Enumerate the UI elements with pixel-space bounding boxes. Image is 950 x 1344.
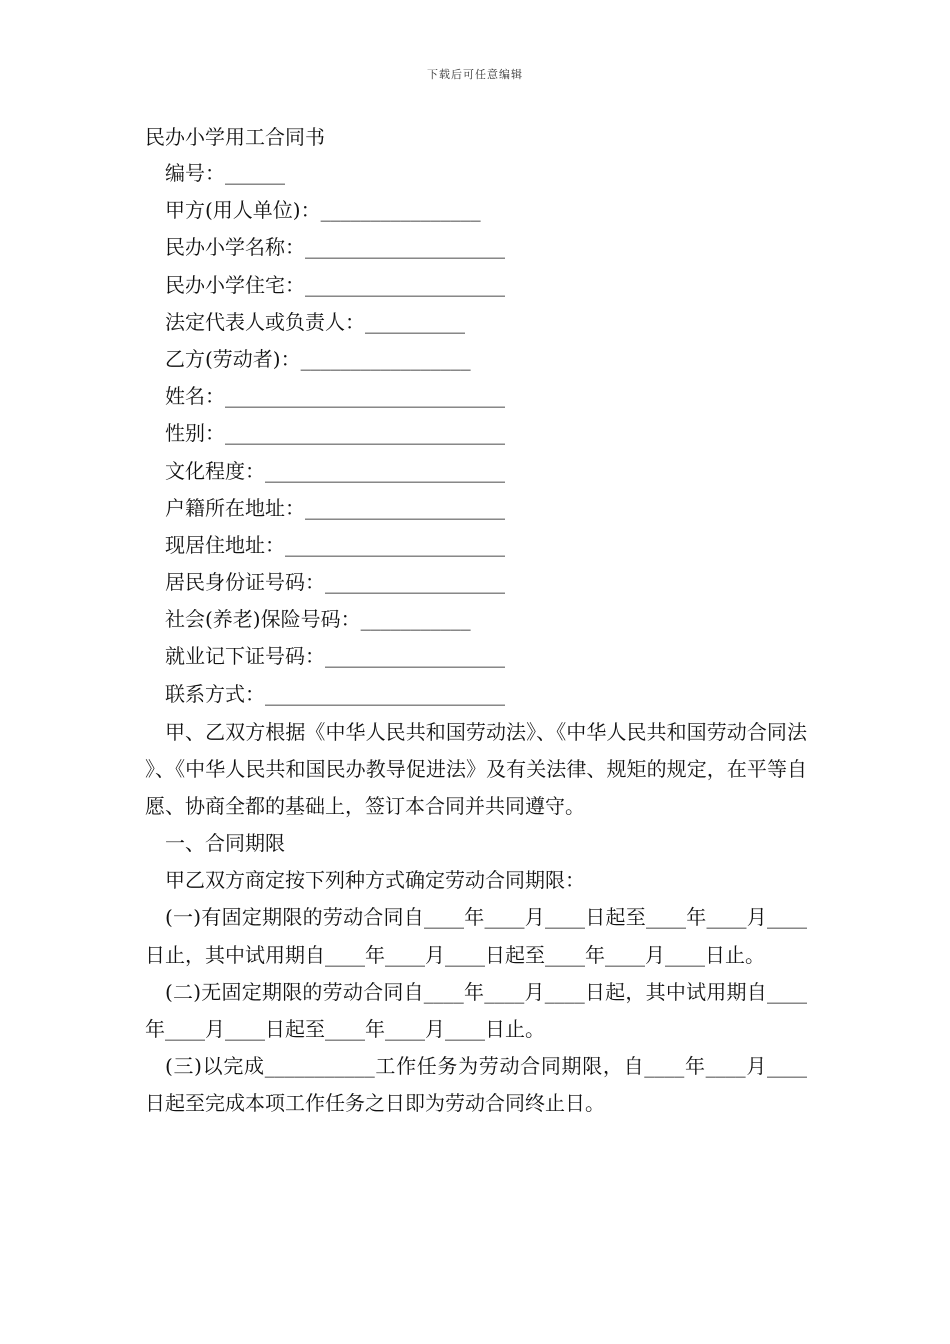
field-label: 姓名： [165, 384, 225, 409]
fill-blank: ______________________ [285, 532, 505, 557]
fill-blank: ________________ [320, 198, 481, 223]
header-note: 下载后可任意编辑 [427, 68, 523, 81]
field-label: 编号： [165, 161, 225, 185]
field-party-b [165, 341, 665, 378]
field-school-name [165, 229, 665, 266]
fill-blank: ____________________ [305, 272, 505, 297]
field-name [165, 378, 665, 415]
field-insurance-number [165, 601, 665, 638]
field-id-number [165, 564, 665, 601]
field-label: 社会(养老)保险号码： [165, 607, 361, 632]
fill-blank: ____________________________ [225, 384, 505, 409]
clause-fixed-term: (一)有固定期限的劳动合同自____年____月____日起至____年____月____日止，其中试用期自____年____月____日起至____年____月____日止。 [145, 905, 807, 967]
field-label: 居民身份证号码： [165, 570, 325, 595]
clause-task-term: (三)以完成___________工作任务为劳动合同期限，自____年____月____日起至完成本项工作任务之日即为劳动合同终止日。 [145, 1053, 807, 1115]
field-school-address [165, 267, 665, 304]
fill-blank: __________________ [325, 644, 505, 669]
fill-blank: __________ [365, 309, 465, 334]
fill-blank: ____________________________ [225, 421, 505, 446]
field-current-address [165, 527, 665, 564]
field-label: 联系方式： [165, 681, 265, 706]
field-contact [165, 676, 665, 713]
fill-blank: ______ [225, 161, 285, 185]
form-field-list [165, 155, 665, 713]
fill-blank: ________________________ [265, 681, 505, 706]
field-label: 法定代表人或负责人： [165, 309, 365, 334]
field-label: 文化程度： [165, 458, 265, 483]
field-label: 就业记下证号码： [165, 644, 325, 669]
field-contract-number [165, 155, 665, 192]
field-gender [165, 415, 665, 452]
field-label: 民办小学名称： [165, 235, 305, 260]
fill-blank: __________________ [325, 570, 505, 595]
field-label: 户籍所在地址： [165, 495, 305, 520]
fill-blank: ____________________ [305, 235, 505, 260]
field-employment-number [165, 638, 665, 675]
field-label: 乙方(劳动者)： [165, 346, 301, 371]
fill-blank: _________________ [300, 346, 471, 371]
fill-blank: ___________ [360, 607, 471, 632]
field-label: 性别： [165, 421, 225, 446]
field-label: 民办小学住宅： [165, 272, 305, 297]
field-legal-representative [165, 304, 665, 341]
clause-open-term: (二)无固定期限的劳动合同自____年____月____日起，其中试用期自____年____月____日起至____年____月____日止。 [145, 979, 807, 1041]
field-education [165, 453, 665, 490]
fill-blank: ____________________ [305, 495, 505, 520]
field-label: 甲方(用人单位)： [165, 198, 321, 223]
section-intro: 甲乙双方商定按下列种方式确定劳动合同期限： [165, 868, 585, 893]
fill-blank: ________________________ [265, 458, 505, 483]
field-label: 现居住地址： [165, 532, 285, 557]
field-party-a [165, 192, 665, 229]
document-title: 民办小学用工合同书 [145, 125, 325, 149]
preamble-paragraph: 甲、乙双方根据《中华人民共和国劳动法》、《中华人民共和国劳动合同法》、《中华人民共和国民办教导促进法》及有关法律、规矩的规定，在平等自愿、协商全都的基础上，签订本合同并共同遵守。 [145, 720, 807, 819]
section-heading: 一、合同期限 [165, 831, 285, 856]
field-household-address [165, 490, 665, 527]
contract-body [145, 714, 807, 1122]
